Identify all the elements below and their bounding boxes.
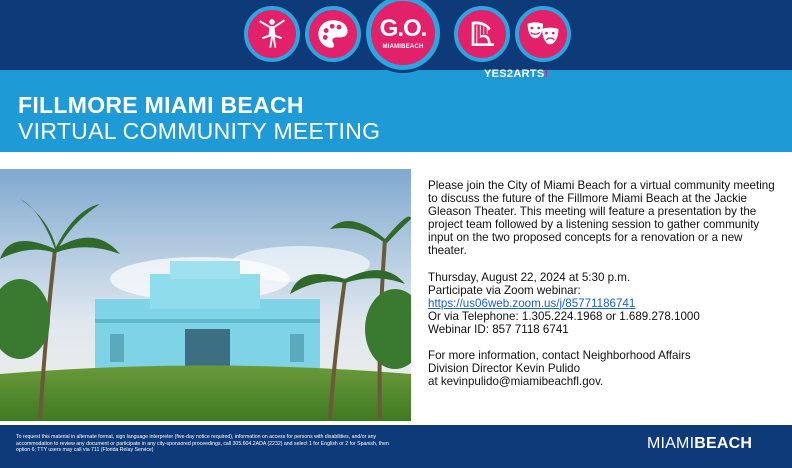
contact-line-2: Division Director Kevin Pulido [428,362,581,376]
go-logo-main: G.O. [379,15,427,42]
palette-icon [309,10,357,58]
harp-icon [458,10,506,58]
page-subtitle: VIRTUAL COMMUNITY MEETING [18,118,381,144]
theater-photo [0,169,411,421]
ballerina-circle [244,6,300,62]
logo-miami: MIAMI [647,435,695,452]
meeting-details [428,179,780,401]
yes2arts-bang: ! [544,68,549,80]
palette-circle [305,6,361,62]
yes2arts-yes: YES [484,68,507,80]
yes2arts-arts: ARTS [513,68,545,80]
harp-circle [454,6,510,62]
contact-info [428,349,780,388]
zoom-link[interactable]: https://us06web.zoom.us/j/85771186741 [428,296,636,310]
contact-line-1: For more information, contact Neighborhood Affairs [428,349,691,363]
miami-beach-logo [647,435,752,453]
yes2arts-logo [484,68,548,80]
webinar-id: Webinar ID: 857 7118 6741 [428,322,569,336]
contact-line-3: at kevinpulido@miamibeachfl.gov. [428,375,604,389]
yes2arts-2: 2 [506,68,514,80]
masks-circle [515,6,571,62]
participate-label: Participate via Zoom webinar: [428,283,581,297]
date-time: Thursday, August 22, 2024 at 5:30 p.m. [428,270,631,284]
theater-masks-icon [519,10,567,58]
meeting-info [428,271,780,336]
page-title: FILLMORE MIAMI BEACH [18,92,304,118]
intro-paragraph: Please join the City of Miami Beach for a virtual community meeting to discuss the future of the Fillmore Miami Beach at the Jackie Gleason Theater. This meeting will feature a presentation by the project team followed by a listening session to gather community input on the two proposed concepts for a renovation or a new theater. [428,179,775,258]
go-logo-sub: MIAMIBEACH [382,44,424,50]
telephone-info: Or via Telephone: 1.305.224.1968 or 1.689.278.1000 [428,309,700,323]
accessibility-note: To request this material in alternate format, sign language interpreter (five-day notice required), information on access for persons with disabilities, and/or any accommodation to review any document or participate in any city-sponsored proceedings, call 305.604.2ADA (2232) and select 1 for English or 2 for Spanish, then option 6; TTY users may call via 711 (Florida Relay Service) [16,434,389,454]
ballerina-icon [248,10,296,58]
logo-beach: BEACH [694,435,753,452]
